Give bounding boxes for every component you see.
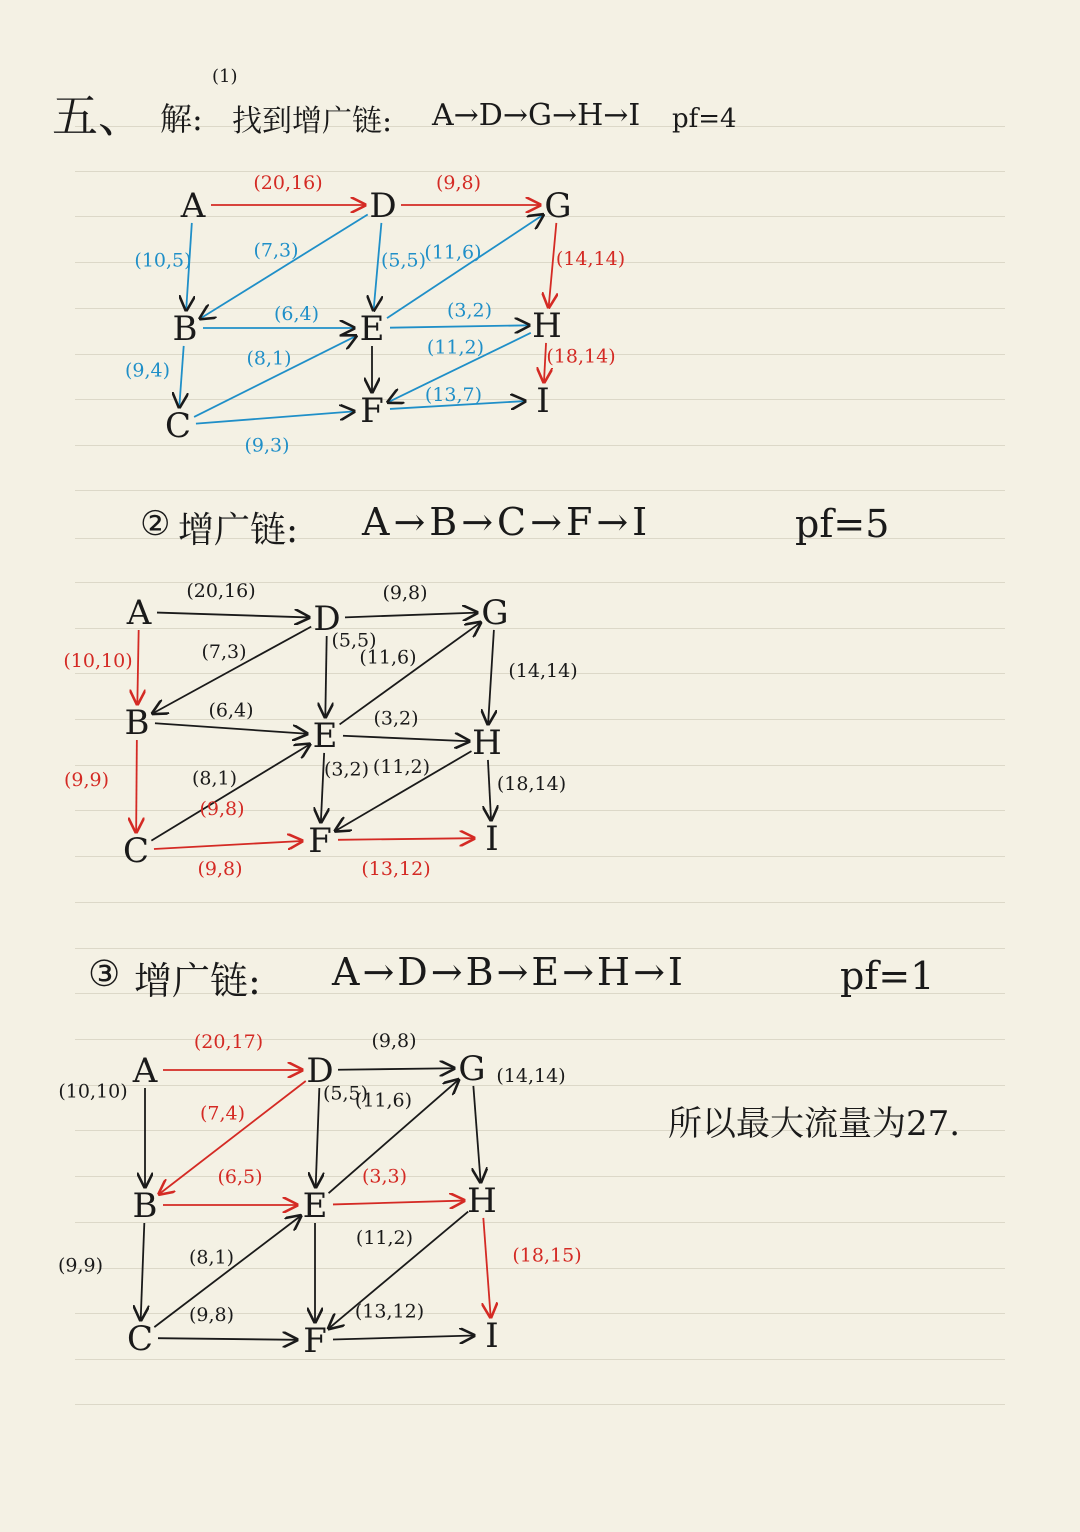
edge-label-F-I: (13,12) <box>361 858 431 880</box>
edge-G-H <box>488 630 494 724</box>
edge-label-C-F: (9,8) <box>199 798 245 820</box>
node-E: E <box>312 716 338 756</box>
edge-label-A-B: (10,10) <box>58 1080 128 1103</box>
flow-graph-step-2 <box>63 580 577 880</box>
node-G: G <box>544 186 572 226</box>
edge-label-D-E: (5,5) <box>380 249 427 272</box>
edge-label-C-E: (8,1) <box>191 767 238 790</box>
edge-label-E-G: (11,6) <box>424 241 482 264</box>
flow-graph-step-1 <box>125 172 625 457</box>
edge-label-D-E: (5,5) <box>331 629 377 652</box>
edge-label-B-C: (9,9) <box>57 1254 104 1277</box>
node-G: G <box>458 1049 486 1089</box>
edge-B-E <box>155 723 307 734</box>
edge-label-B-C: (9,4) <box>124 359 171 382</box>
step2-mark: ② <box>140 504 171 544</box>
flow-graph-step-3 <box>58 1030 582 1361</box>
step3-heading: 增广链: <box>134 959 261 1003</box>
edge-label-D-G: (9,8) <box>371 1030 417 1052</box>
edge-label-C-F: (9,8) <box>188 1304 235 1326</box>
edge-H-I <box>483 1218 490 1317</box>
edge-E-H <box>390 325 529 327</box>
edge-label-G-H: (14,14) <box>555 248 626 270</box>
edge-label-B-E: (6,4) <box>273 303 320 325</box>
node-B: B <box>132 1186 158 1226</box>
step-mark: (1) <box>212 66 238 87</box>
edge-label-F-I: (13,7) <box>424 384 483 406</box>
edge-label-E-H: (3,2) <box>446 299 493 322</box>
node-F: F <box>360 391 384 431</box>
edge-D-E <box>316 1088 320 1187</box>
node-I: I <box>536 381 550 421</box>
edge-C-F <box>154 841 302 849</box>
edge-F-I <box>333 1336 474 1340</box>
step2-heading: 增广链: <box>178 510 299 551</box>
node-A: A <box>126 593 152 633</box>
node-D: D <box>306 1051 334 1091</box>
section-mark: 五、 <box>52 89 144 143</box>
node-A: A <box>180 186 206 226</box>
edge-label-B-E: (6,5) <box>217 1166 263 1188</box>
edge-A-D <box>157 613 309 618</box>
node-A: A <box>132 1051 158 1091</box>
conclusion-text: 所以最大流量为27. <box>668 1104 961 1144</box>
edge-C-F <box>196 411 354 423</box>
step3-chain: A→D→B→E→H→I <box>332 950 686 994</box>
node-C: C <box>164 406 192 446</box>
edge-B-C <box>141 1223 145 1320</box>
edge-label-C-E: (8,1) <box>246 347 292 370</box>
intro-text: 找到增广链: <box>232 104 393 139</box>
edge-H-I <box>488 760 491 820</box>
edge-D-G <box>338 1068 454 1070</box>
edge-label-G-H: (14,14) <box>496 1065 566 1087</box>
edge-label-A-D: (20,16) <box>253 172 323 194</box>
node-E: E <box>359 309 385 349</box>
edge-label-A-D: (20,17) <box>193 1031 264 1053</box>
node-C: C <box>126 1319 154 1359</box>
edge-D-G <box>345 613 477 618</box>
node-I: I <box>485 819 499 859</box>
node-C: C <box>122 831 150 871</box>
edge-label-D-B: (7,4) <box>199 1102 246 1125</box>
edge-C-E <box>151 744 309 840</box>
node-B: B <box>172 309 198 349</box>
solve-label: 解: <box>160 100 203 138</box>
node-H: H <box>472 723 502 763</box>
edge-label-H-F: (11,2) <box>372 756 431 778</box>
node-G: G <box>481 593 509 633</box>
edge-B-C <box>136 740 137 832</box>
edge-label-C-E: (8,1) <box>188 1246 235 1269</box>
step3-mark: ③ <box>88 954 121 995</box>
node-F: F <box>308 821 332 861</box>
node-H: H <box>467 1181 497 1221</box>
edge-label-H-F: (11,2) <box>355 1227 414 1249</box>
edge-label-H-I: (18,14) <box>496 773 567 795</box>
edge-C-F <box>158 1338 297 1340</box>
pf-text: pf=4 <box>672 104 737 134</box>
node-E: E <box>302 1186 328 1226</box>
edge-label-D-E: (5,5) <box>322 1082 369 1105</box>
edge-E-H <box>333 1201 464 1205</box>
edge-label-F-I: (13,12) <box>354 1300 425 1323</box>
node-F: F <box>303 1321 327 1361</box>
edge-label-D-B: (7,3) <box>253 239 299 262</box>
edge-B-C <box>179 346 183 407</box>
edge-label-G-H: (14,14) <box>508 660 578 682</box>
edge-label-D-G: (9,8) <box>382 582 428 604</box>
step2-pf: pf=5 <box>795 502 890 546</box>
edge-label-C-F: (9,3) <box>244 434 290 457</box>
node-B: B <box>124 703 150 743</box>
edge-label-D-G: (9,8) <box>435 172 482 194</box>
step2-chain: A→B→C→F→I <box>362 500 652 544</box>
edge-label-H-I: (18,15) <box>512 1244 582 1267</box>
edge-label-A-B: (10,10) <box>63 650 133 672</box>
edge-label-secondary-C-F: (9,8) <box>197 858 243 880</box>
node-H: H <box>532 306 562 346</box>
node-D: D <box>369 186 397 226</box>
edge-label-A-D: (20,16) <box>186 580 256 602</box>
edge-label-E-H: (3,3) <box>361 1165 408 1188</box>
edge-G-H <box>473 1086 480 1182</box>
edge-label-B-E: (6,4) <box>208 699 254 722</box>
edge-D-E <box>325 636 326 717</box>
node-I: I <box>485 1316 499 1356</box>
edge-F-I <box>338 838 474 840</box>
edge-label-A-B: (10,5) <box>134 249 192 272</box>
step3-pf: pf=1 <box>840 954 935 998</box>
node-D: D <box>313 599 341 639</box>
edge-label-D-B: (7,3) <box>201 641 247 663</box>
edge-A-B <box>137 630 138 704</box>
edge-label-E-G: (11,6) <box>359 646 417 669</box>
edge-label-E-G: (11,6) <box>354 1089 413 1112</box>
edge-label-E-H: (3,2) <box>373 707 419 730</box>
edge-E-H <box>343 736 469 741</box>
edge-label-H-F: (11,2) <box>426 336 485 359</box>
chain-text: A→D→G→H→I <box>432 98 641 133</box>
edge-label-E-F: (3,2) <box>323 758 370 781</box>
edge-label-H-I: (18,14) <box>546 345 616 368</box>
edge-label-B-C: (9,9) <box>63 769 110 791</box>
